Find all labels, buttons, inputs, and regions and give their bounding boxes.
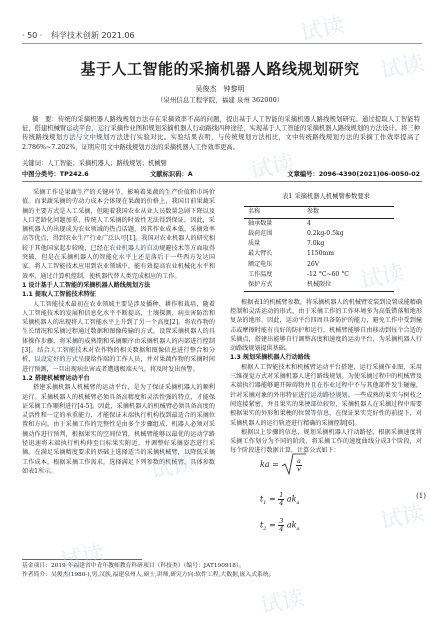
equation-symbol: = xyxy=(268,494,276,504)
intro-paragraph: 采摘工作是果蔬生产的关键环节，影响着果蔬的生产价值和市场价值。而果蔬采摘的劳动力成本会体现在果蔬的价格上，我国目前果蔬采摘的主要方式是人工采摘，但随着我国农业从业人员数量急剧下降以及人口老龄化问题加重，传统人工采摘的时效性无法得到保证。因此，采摘机器人的出现成为农业领域的热点话题，因其作业成本低，采摘效率高等优点，得到农业生产行业广泛认可[1]。我国对农业机器人的研究相较于其他国家起步较晚，已经在农业机器人的自动规避技术等方面取得突破，但是在采摘机器人的智能化水平上还是落后于一些西方发达国家。将人工智能技术应用到农业领域中，能有效提高农业机械化水平和效率，通过计算机控制，使机器代替人类完成相应的工作。 xyxy=(22,189,215,280)
equation-1 xyxy=(260,446,430,546)
equation-symbol: t xyxy=(260,494,264,504)
clc-number: 中图分类号：TP242.6 xyxy=(22,171,89,178)
sqrt-symbol xyxy=(281,452,307,478)
table-cell: 7.0kg xyxy=(306,240,325,248)
fraction-numerator: 1 xyxy=(279,491,284,499)
watermark: 试读 xyxy=(298,12,347,47)
abstract: 摘 要：传统的采摘机器人路线规划方法存在采摘效率不高的问题，提出基于人工智能的采摘机器人路线规划研究。通过提取人工智能特征，搭建机械臂运动平台，运行采摘作业图和规划采摘机器人行动路线四种途径，实现基于人工智能的采摘机器人路线规划的方法设计。将三种传统路线规划方法与文中规划方法进行实验对比。实验结果表明，与传统规划方法相比，文中传统路线规划方法的采摘工作效率提高了2.786%~7.202%，证明应用文中路线规划方法的采摘机器人工作效率更高。 xyxy=(22,116,420,151)
fraction-denominator: v xyxy=(297,464,301,473)
equation-t1 xyxy=(260,492,300,507)
left-column xyxy=(22,188,215,476)
fraction-numerator: 3 xyxy=(279,517,284,525)
equation-subscript: 1 xyxy=(263,500,267,507)
section-1-2-paragraph: 搭建采摘机器人机械臂的运动平台，是为了保证采摘机器人的顺利运行。采摘机器人的机械臂必须具备高精度和灵活性强的特点，才能保证采摘工作顺利进行[4-5]。因此，采摘机器人的机械臂必须具备高度的灵活性和一定的承重能力，才能保证末端执行机构找到最适合的采摘位置和方向。由于采摘工作的完整性是由多个步骤组成，机器人必须对采摘动作进行预判，根据果实的空间位置，机械臂能够以最优的运动学路径迅速将末端执行机构伸至目标果实附近，并调整好采摘姿态进行采摘。在满足采摘精度要求的基础上选择适当的采摘机械臂，以降低采摘工作成本。根据采摘工作需求，选择满足下列参数的机械臂，具体参数如表1所示。 xyxy=(22,384,215,475)
footnote xyxy=(22,562,422,579)
watermark: 试读 xyxy=(378,50,427,85)
fraction-numerator: a xyxy=(296,456,301,465)
table-row xyxy=(244,239,394,249)
table-row xyxy=(244,218,394,229)
section-1-2-heading: 1.2 搭建机械臂运动平台 xyxy=(22,374,90,382)
watermark: 试读 xyxy=(58,120,107,155)
journal-name: 科学技术创新 2021.06 xyxy=(50,31,135,40)
page-number: · 50 · xyxy=(22,31,43,40)
fraction-denominator: 4 xyxy=(279,499,284,507)
equation-symbol: = xyxy=(272,460,279,469)
fund-note: 基金项目：2019 年福建省中青年教师教育科研项目（科技类）（编号：JAT190918）。 xyxy=(22,563,245,569)
parameter-table xyxy=(244,206,394,291)
table-header-cell: 参数 xyxy=(306,208,320,216)
table-cell: 最大臂长 xyxy=(248,250,273,258)
watermark: 试读 xyxy=(108,230,157,265)
equation-t2 xyxy=(260,518,300,533)
equation-symbol: ak xyxy=(286,494,297,504)
table-cell: 1150mm xyxy=(306,250,335,258)
table-cell: 质量 xyxy=(248,240,261,248)
table-row xyxy=(244,270,394,280)
table-cell: 0.2kg-0.5kg xyxy=(306,229,344,237)
table-cell: 4 xyxy=(306,219,311,227)
affiliation: （泉州信息工程学院，福建 泉州 362000） xyxy=(156,96,284,104)
table-row xyxy=(244,280,394,291)
table-cell: 保护方式 xyxy=(248,281,273,289)
equation-ka xyxy=(260,452,302,478)
section-1-1-paragraph: 人工智能技术最初在农业领域主要是涉及播种、耕作和栽培，随着人工智能技术的发展和信息化水平不断提高，土壤探测、病虫害防治和采摘机器人的出现将人工智能水平上升到了另一个高度[2]。将农作物的生长情况和采摘过程通过数据和图像传输的方式，设置采摘机器人的具体操作步骤，将采摘的成熟期和采摘顺序由采摘机器人的内部进行控制[3]。结合人工智能技术对农作物的相关数据和图像信息进行整合和分析，以设定好的方式呈现给作端的工作人员，并对果蔬作物的采摘时间进行预测，一旦出现病虫害或者遭遇极端天气，将及时发出预警。 xyxy=(22,300,215,373)
watermark: 试读 xyxy=(378,500,427,535)
table-header-cell: 名称 xyxy=(248,208,261,216)
equation-symbol: ak xyxy=(286,520,297,530)
keywords: 关键词：人工智能；采摘机器人；路线规划；机械臂 xyxy=(22,160,167,167)
equation-number: (1) xyxy=(416,492,426,500)
right-column xyxy=(230,188,422,456)
sqrt-sign xyxy=(281,452,307,476)
table-row xyxy=(244,260,394,270)
table-cell: 额定电压 xyxy=(248,260,273,268)
document-code: 文献标识码：A xyxy=(150,171,193,178)
equation-symbol: = xyxy=(268,520,276,530)
equation-symbol: ka xyxy=(260,460,270,469)
fraction-denominator: 4 xyxy=(279,525,284,533)
watermark: 试读 xyxy=(248,150,297,185)
table-row xyxy=(244,229,394,239)
article-number: 文章编号：2096-4390(2021)06-0050-02 xyxy=(287,171,420,178)
table-discussion-paragraph: 根据表1的机械臂参数，将采摘机器人的机械臂安装到设置成能精确控制和灵活运动的形式，由于采摘工作的工作环境多为高低错落和地形复杂的地形，因此，运动平台四周具备防护的能力，避免工作中受到撞击或摩擦时能有良好的防护和运行，机械臂能够自由移动到每个合适的采摘点，搭建出能够自行调整高度和速度的运动平台，为采摘机器人行动路线规划提供基础。 xyxy=(230,298,422,353)
meta-rule xyxy=(22,181,422,182)
running-header xyxy=(22,30,141,41)
equation-subscript: 2 xyxy=(263,526,267,533)
footnote-rule xyxy=(22,559,142,560)
table-cell: 机械限位 xyxy=(306,281,332,289)
equation-fraction xyxy=(278,492,284,507)
equation-subscript: a xyxy=(296,500,300,507)
table-cell: 载荷范围 xyxy=(248,229,273,237)
watermark: 试读 xyxy=(298,380,347,415)
authors: 吴俊杰 钟黎明 xyxy=(195,85,245,93)
section-1-3-heading: 1.3 规划采摘机器人行动路线 xyxy=(230,354,310,362)
table-cell: -12 °C~60 °C xyxy=(306,271,349,279)
section-1-heading: 1 设计基于人工智能的采摘机器人路线规划方法 xyxy=(22,281,151,289)
paper-title: 基于人工智能的采摘机器人路线规划研究 xyxy=(80,60,360,78)
section-1-3-paragraph: 根据人工智能技术和机械臂运动平台搭建，运行采摘作业图，采用三维视觉方式对采摘机器人进行路线规划。为使采摘过程中的机械臂及末端执行器能够避开障碍物并且在作业过程中不与其他部件发生碰撞，针对采摘对象的外形特征进行运动路径规划。一些成熟的果实与树枝之间连接紧密，并且果实的果梗部位较短，采摘机器人在采摘过程中需要根据果实的外形和果梗的位置等信息，在保证果实完好性的前提下，对采摘机器人的运行轨迹进行精确的采摘控制[6]。 xyxy=(230,363,422,427)
equation-fraction xyxy=(278,518,284,533)
author-note: 作者简介：吴俊杰(1980-),男,汉族,福建泉州人,硕士,讲师,研究方向:软件工程,大数据,嵌入式系统。 xyxy=(22,571,275,578)
table-cell: 轴承数量 xyxy=(248,219,273,227)
table-cell: 工作温度 xyxy=(248,271,273,279)
watermark: 试读 xyxy=(258,585,307,620)
sqrt-fraction xyxy=(296,458,302,473)
section-1-1-heading: 1.1 提取人工智能技术特征 xyxy=(22,291,96,299)
table-caption: 表1 采摘机器人机械臂参数要求 xyxy=(282,193,370,200)
table-cell: 26V xyxy=(306,260,320,268)
formula-intro-paragraph: 根据以上步骤的信息，规划采摘机器人行动路径，根据采摘速度将采摘工作划分为不同的阶段，将采摘工作的速度曲线分成3个阶段，对每个阶段进行数据计算，计算公式如下： xyxy=(230,428,422,455)
watermark: 试读 xyxy=(358,260,407,295)
watermark: 试读 xyxy=(38,340,87,375)
equation-subscript: a xyxy=(296,526,300,533)
table-header-row xyxy=(244,207,394,218)
header-rule xyxy=(22,43,422,44)
watermark: 试读 xyxy=(58,540,107,575)
table-row xyxy=(244,249,394,259)
equation-symbol: t xyxy=(260,520,264,530)
watermark: 试读 xyxy=(148,450,197,485)
